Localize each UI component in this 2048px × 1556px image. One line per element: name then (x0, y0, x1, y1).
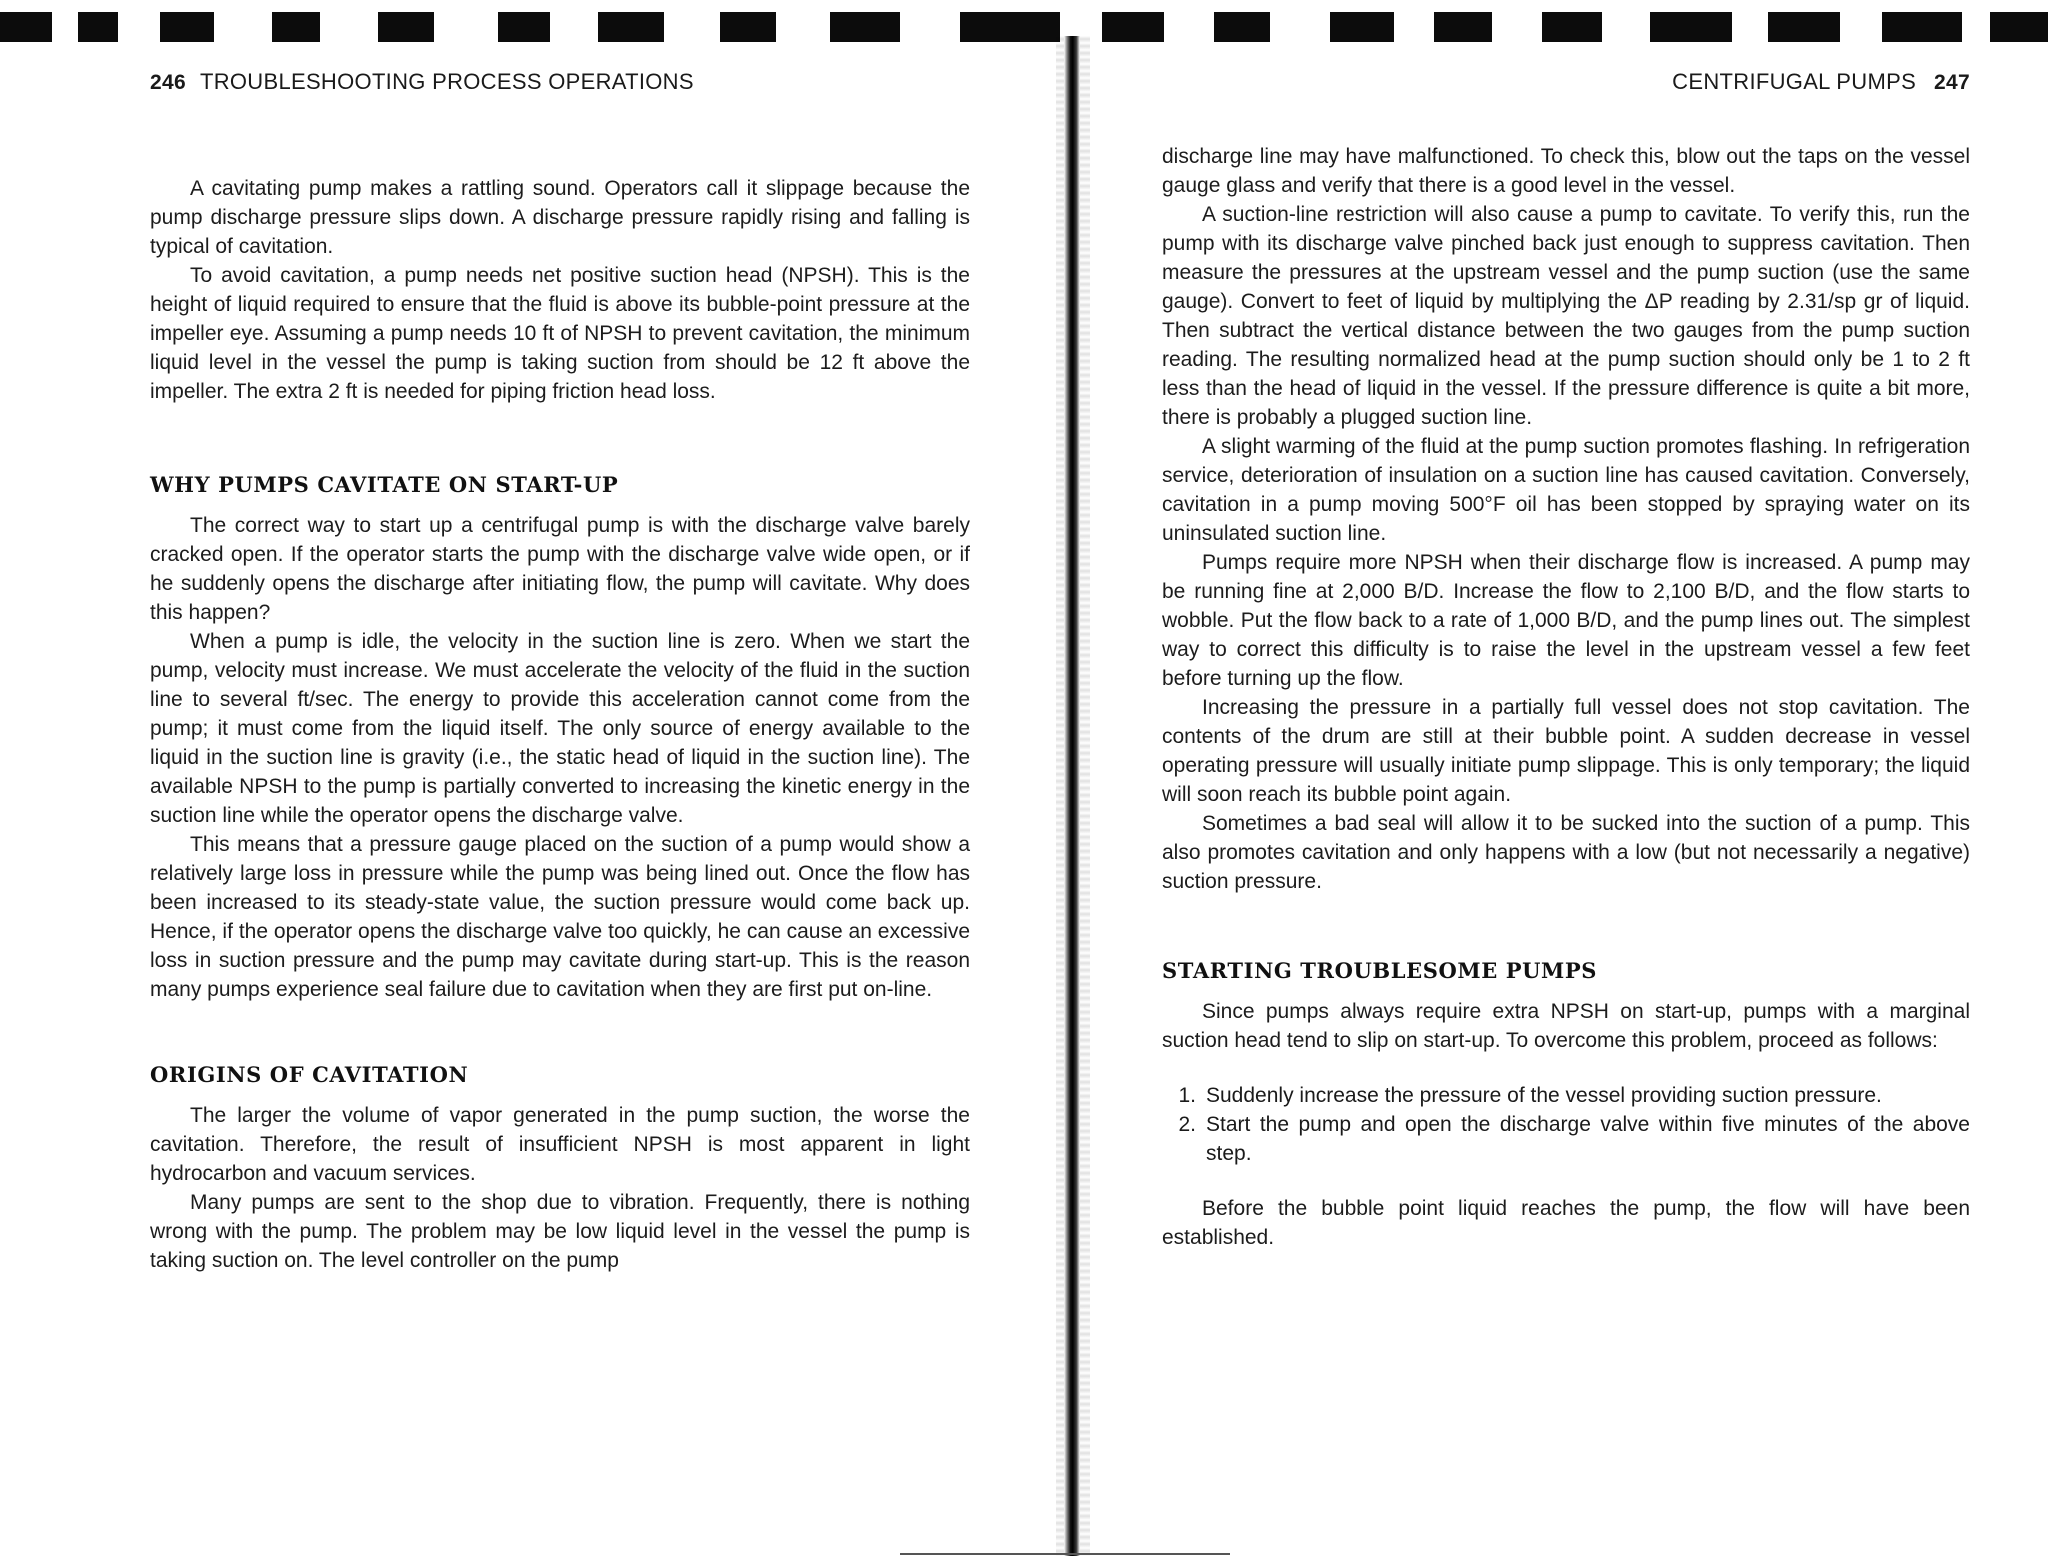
binding-hole (1434, 12, 1492, 42)
left-page-number: 246 (150, 71, 186, 94)
paragraph: Many pumps are sent to the shop due to vibration. Frequently, there is nothing wrong with the pump. The problem may be low liquid level in the vessel the pump is taking suction on. The level controller on the pump (150, 1191, 970, 1272)
binding-hole (378, 12, 434, 42)
book-spine (1064, 36, 1080, 1556)
left-page (150, 66, 970, 1275)
list-marker: 1. (1178, 1084, 1196, 1107)
right-running-head-title: CENTRIFUGAL PUMPS (1672, 69, 1917, 94)
right-page-number: 247 (1934, 71, 1970, 94)
paragraph: The larger the volume of vapor generated in the pump suction, the worse the cavitation. Therefore, the result of insufficient NPSH is most apparent in light hydrocarbon and vacuum services. (150, 1104, 970, 1185)
right-page (1162, 66, 1970, 1252)
page-edge-line (900, 1553, 1230, 1555)
binding-hole (598, 12, 664, 42)
binding-hole (498, 12, 550, 42)
paragraph: Since pumps always require extra NPSH on start-up, pumps with a marginal suction head tend to slip on start-up. To overcome this problem, proceed as follows: (1162, 1000, 1970, 1052)
paragraph: A slight warming of the fluid at the pump suction promotes flashing. In refrigeration service, deterioration of insulation on a suction line has caused cavitation. Conversely, cavitation in a pump moving 500°F oil has been stopped by spraying water on its uninsulated suction line. (1162, 435, 1970, 545)
binding-hole (1990, 12, 2048, 42)
paragraph: This means that a pressure gauge placed on the suction of a pump would show a relatively large loss in pressure while the pump was being lined out. Once the flow has been increased to its steady-state value, the suction pressure would come back up. Hence, if the operator opens the discharge valve too quickly, he can cause an excessive loss in suction pressure and the pump may cavitate during start-up. This is the reason many pumps experience seal failure due to cavitation when they are first put on-line. (150, 833, 970, 1001)
binding-hole (1102, 12, 1164, 42)
binding-hole (1330, 12, 1394, 42)
binding-hole (830, 12, 900, 42)
binding-hole (78, 12, 118, 42)
paragraph: A suction-line restriction will also cause a pump to cavitate. To verify this, run the pump with its discharge valve pinched back just enough to suppress cavitation. Then measure the pressures at the upstream vessel and the pump suction (use the same gauge). Convert to feet of liquid by multiplying the ΔP reading by 2.31/sp gr of liquid. Then subtract the vertical distance between the two gauges from the pump suction reading. The resulting normalized head at the pump suction should only be 1 to 2 ft less than the head of liquid in the vessel. If the pressure difference is quite a bit more, there is probably a plugged suction line. (1162, 203, 1970, 429)
paragraph: To avoid cavitation, a pump needs net positive suction head (NPSH). This is the height of liquid required to ensure that the fluid is above its bubble-point pressure at the impeller eye. Assuming a pump needs 10 ft of NPSH to prevent cavitation, the minimum liquid level in the vessel the pump is taking suction from should be 12 ft above the impeller. The extra 2 ft is needed for piping friction head loss. (150, 264, 970, 403)
binding-hole (720, 12, 776, 42)
list-item-text: Suddenly increase the pressure of the vessel providing suction pressure. (1206, 1084, 1882, 1107)
section-heading: WHY PUMPS CAVITATE ON START-UP (150, 472, 619, 497)
binding-hole (0, 12, 52, 42)
binding-hole (1214, 12, 1270, 42)
section-closing (1162, 1194, 1970, 1252)
binding-hole (1542, 12, 1602, 42)
section-body (1162, 997, 1970, 1055)
paragraph: Before the bubble point liquid reaches the pump, the flow will have been established. (1162, 1197, 1970, 1249)
steps-list (1162, 1081, 1970, 1168)
binding-hole (1882, 12, 1962, 42)
section-heading: ORIGINS OF CAVITATION (150, 1062, 469, 1087)
section-heading: STARTING TROUBLESOME PUMPS (1162, 958, 1598, 983)
list-item (1162, 1110, 1970, 1168)
binding-hole (160, 12, 214, 42)
binding-hole (960, 12, 1060, 42)
paragraph: Sometimes a bad seal will allow it to be sucked into the suction of a pump. This also promotes cavitation and only happens with a low (but not necessarily a negative) suction pressure. (1162, 812, 1970, 893)
left-intro (150, 174, 970, 406)
list-item (1162, 1081, 1970, 1110)
paragraph: Pumps require more NPSH when their discharge flow is increased. A pump may be running fine at 2,000 B/D. Increase the flow to 2,100 B/D, and the flow starts to wobble. Put the flow back to a rate of 1,000 B/D, and the pump lines out. The simplest way to correct this difficulty is to raise the level in the upstream vessel a few feet before turning up the flow. (1162, 551, 1970, 690)
binding-hole (1650, 12, 1732, 42)
paragraph: When a pump is idle, the velocity in the suction line is zero. When we start the pump, velocity must increase. We must accelerate the velocity of the fluid in the suction line to several ft/sec. The energy to provide this acceleration cannot come from the pump; it must come from the liquid itself. The only source of energy available to the liquid in the suction line is gravity (i.e., the static head of liquid in the suction line). The available NPSH to the pump is partially converted to increasing the kinetic energy in the suction line while the operator opens the discharge valve. (150, 630, 970, 827)
binding-hole (272, 12, 320, 42)
paragraph: A cavitating pump makes a rattling sound. Operators call it slippage because the pump discharge pressure slips down. A discharge pressure rapidly rising and falling is typical of cavitation. (150, 177, 970, 258)
left-running-head-title: TROUBLESHOOTING PROCESS OPERATIONS (199, 69, 694, 94)
paragraph: discharge line may have malfunctioned. To check this, blow out the taps on the vessel gauge glass and verify that there is a good level in the vessel. (1162, 145, 1970, 197)
paragraph: Increasing the pressure in a partially full vessel does not stop cavitation. The contents of the drum are still at their bubble point. A sudden decrease in vessel operating pressure will usually initiate pump slippage. This is only temporary; the liquid will soon reach its bubble point again. (1162, 696, 1970, 806)
left-running-head (150, 66, 970, 98)
list-item-text: Start the pump and open the discharge valve within five minutes of the above step. (1206, 1113, 1970, 1165)
section-body (150, 1101, 970, 1275)
right-body (1162, 142, 1970, 896)
binding-holes-strip (0, 0, 2048, 52)
right-running-head (1162, 66, 1970, 98)
section-body (150, 511, 970, 1004)
paragraph: The correct way to start up a centrifugal pump is with the discharge valve barely cracked open. If the operator starts the pump with the discharge valve wide open, or if he suddenly opens the discharge after initiating flow, the pump will cavitate. Why does this happen? (150, 514, 970, 624)
list-marker: 2. (1178, 1113, 1196, 1136)
binding-hole (1768, 12, 1840, 42)
